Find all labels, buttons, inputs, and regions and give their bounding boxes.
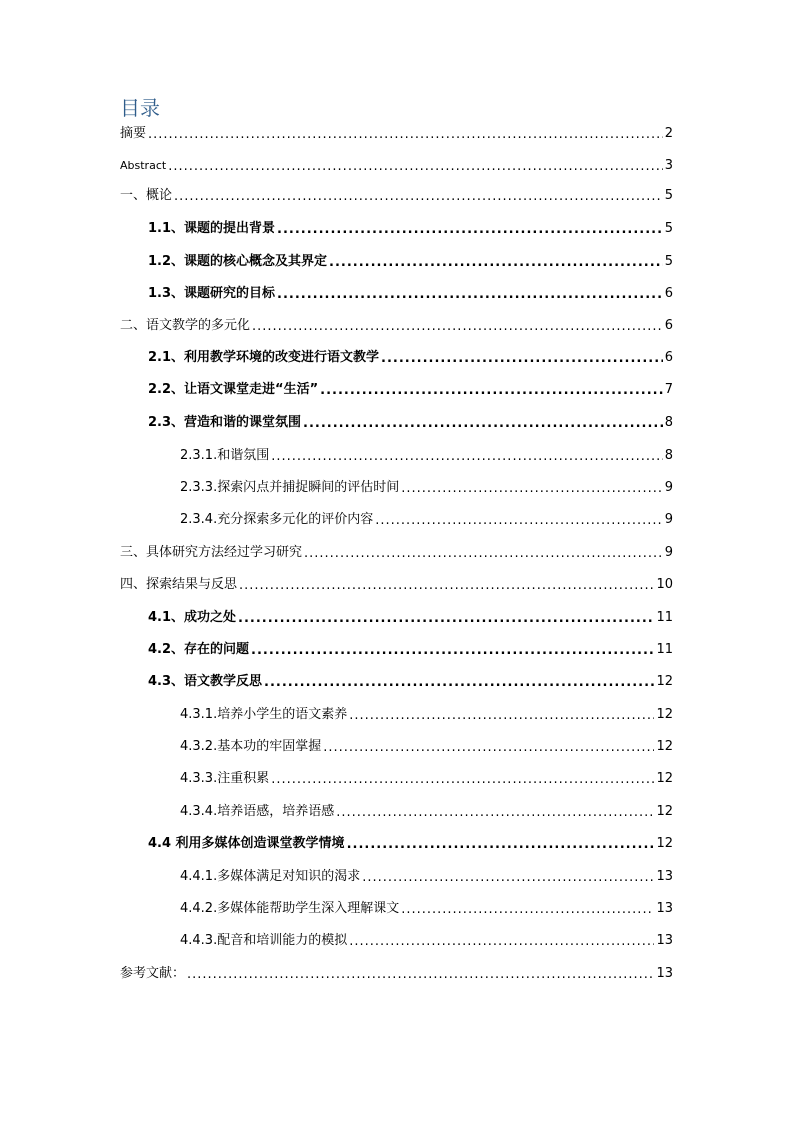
toc-entry-label: 2.3.4.充分探索多元化的评价内容 (180, 512, 374, 527)
toc-entry-chapter-1[interactable] (120, 186, 673, 206)
toc-entry-label: 三、具体研究方法经过学习研究 (120, 545, 303, 560)
toc-entry-page: 10 (656, 577, 673, 592)
toc-entry-page: 2 (664, 126, 673, 141)
toc-entry-page: 12 (656, 739, 673, 754)
toc-entry-chapter-2[interactable] (120, 316, 673, 336)
toc-leader-dots (187, 964, 654, 984)
toc-entry-label: 2.1、利用教学环境的改变进行语文教学 (148, 350, 380, 365)
toc-entry-page: 12 (656, 836, 673, 851)
toc-entry-page: 6 (664, 318, 673, 333)
toc-entry-label: 一、概论 (120, 188, 173, 203)
toc-entry-abstract-cn[interactable] (120, 124, 673, 144)
toc-entry-subsection-4-3-1[interactable] (180, 705, 673, 725)
toc-entry-label: 4.4 利用多媒体创造课堂教学情境 (148, 836, 345, 851)
toc-entry-section-2-3[interactable] (148, 413, 673, 433)
toc-entry-page: 13 (656, 901, 673, 916)
toc-entry-page: 3 (664, 158, 673, 173)
toc-leader-dots (323, 737, 654, 757)
toc-entry-label: 摘要 (120, 126, 147, 141)
toc-entry-page: 8 (664, 448, 673, 463)
toc-entry-page: 13 (656, 869, 673, 884)
toc-entry-section-1-1[interactable] (148, 219, 673, 239)
toc-entry-subsection-4-4-3[interactable] (180, 931, 673, 951)
toc-entry-subsection-4-3-4[interactable] (180, 802, 673, 822)
toc-entry-label: 4.4.2.多媒体能帮助学生深入理解课文 (180, 901, 400, 916)
toc-entry-page: 6 (664, 350, 673, 365)
toc-entry-subsection-2-3-1[interactable] (180, 446, 673, 466)
toc-entry-section-2-1[interactable] (148, 348, 673, 368)
toc-leader-dots (271, 769, 654, 789)
toc-entry-label: 4.3、语文教学反思 (148, 674, 263, 689)
toc-entry-label: 1.2、课题的核心概念及其界定 (148, 254, 328, 269)
toc-entry-label: 1.1、课题的提出背景 (148, 221, 276, 236)
toc-entry-section-4-1[interactable] (148, 608, 673, 628)
toc-entry-page: 5 (664, 221, 673, 236)
toc-leader-dots (264, 672, 654, 692)
toc-entry-label: 4.3.1.培养小学生的语文素养 (180, 707, 348, 722)
toc-entry-page: 12 (656, 804, 673, 819)
toc-leader-dots (238, 608, 654, 628)
toc-entry-section-1-3[interactable] (148, 284, 673, 304)
toc-leader-dots (381, 348, 663, 368)
toc-entry-label: 4.3.3.注重积累 (180, 771, 270, 786)
toc-entry-subsection-2-3-4[interactable] (180, 510, 673, 530)
toc-leader-dots (401, 899, 654, 919)
toc-leader-dots (336, 802, 654, 822)
toc-entry-chapter-3[interactable] (120, 543, 673, 563)
toc-entry-label: 2.3.3.探索闪点并捕捉瞬间的评估时间 (180, 480, 400, 495)
toc-entry-subsection-2-3-3[interactable] (180, 478, 673, 498)
toc-leader-dots (174, 186, 663, 206)
toc-entry-page: 5 (664, 254, 673, 269)
toc-entry-label: 二、语文教学的多元化 (120, 318, 251, 333)
toc-entry-subsection-4-3-2[interactable] (180, 737, 673, 757)
toc-entry-page: 12 (656, 707, 673, 722)
toc-entry-page: 9 (664, 545, 673, 560)
toc-entry-label: 2.3.1.和谐氛围 (180, 448, 270, 463)
toc-entry-page: 11 (656, 610, 673, 625)
toc-entry-page: 13 (656, 966, 673, 981)
toc-entry-subsection-4-3-3[interactable] (180, 769, 673, 789)
toc-entry-label: 参考文献： (120, 966, 186, 981)
toc-entry-label: Abstract (120, 159, 167, 172)
toc-leader-dots (251, 640, 654, 660)
toc-entry-page: 11 (656, 642, 673, 657)
toc-leader-dots (271, 446, 663, 466)
toc-entry-label: 2.2、让语文课堂走进“生活” (148, 382, 319, 397)
toc-leader-dots (277, 284, 663, 304)
toc-entry-label: 4.2、存在的问题 (148, 642, 250, 657)
toc-entry-abstract-en[interactable] (120, 156, 673, 176)
toc-entry-chapter-4[interactable] (120, 575, 673, 595)
toc-title: 目录 (120, 96, 160, 120)
toc-leader-dots (362, 867, 654, 887)
toc-entry-page: 8 (664, 415, 673, 430)
toc-leader-dots (401, 478, 663, 498)
toc-leader-dots (375, 510, 663, 530)
toc-leader-dots (347, 834, 655, 854)
toc-entry-page: 9 (664, 480, 673, 495)
toc-leader-dots (148, 124, 663, 144)
toc-entry-section-4-4[interactable] (148, 834, 673, 854)
toc-entry-section-4-2[interactable] (148, 640, 673, 660)
toc-leader-dots (252, 316, 663, 336)
toc-leader-dots (304, 543, 663, 563)
toc-entry-section-4-3[interactable] (148, 672, 673, 692)
toc-entry-label: 4.4.1.多媒体满足对知识的渴求 (180, 869, 361, 884)
toc-entry-page: 12 (656, 771, 673, 786)
toc-leader-dots (277, 219, 663, 239)
toc-entry-subsection-4-4-2[interactable] (180, 899, 673, 919)
toc-entry-section-2-2[interactable] (148, 380, 673, 400)
toc-entry-label: 4.1、成功之处 (148, 610, 237, 625)
toc-entry-page: 9 (664, 512, 673, 527)
toc-entry-label: 4.3.2.基本功的牢固掌握 (180, 739, 322, 754)
toc-entry-section-1-2[interactable] (148, 252, 673, 272)
toc-leader-dots (303, 413, 663, 433)
toc-leader-dots (349, 705, 654, 725)
toc-entry-label: 4.3.4.培养语感，培养语感 (180, 804, 335, 819)
toc-entry-page: 6 (664, 286, 673, 301)
toc-leader-dots (349, 931, 654, 951)
toc-entry-subsection-4-4-1[interactable] (180, 867, 673, 887)
toc-entry-references[interactable] (120, 964, 673, 984)
toc-entry-page: 5 (664, 188, 673, 203)
toc-entry-label: 2.3、营造和谐的课堂氛围 (148, 415, 302, 430)
toc-leader-dots (320, 380, 663, 400)
toc-entry-label: 4.4.3.配音和培训能力的模拟 (180, 933, 348, 948)
toc-entry-page: 7 (664, 382, 673, 397)
toc-leader-dots (329, 252, 663, 272)
toc-leader-dots (239, 575, 654, 595)
toc-entry-page: 12 (656, 674, 673, 689)
toc-entry-label: 四、探索结果与反思 (120, 577, 238, 592)
toc-leader-dots (168, 156, 663, 176)
toc-entry-label: 1.3、课题研究的目标 (148, 286, 276, 301)
toc-entry-page: 13 (656, 933, 673, 948)
